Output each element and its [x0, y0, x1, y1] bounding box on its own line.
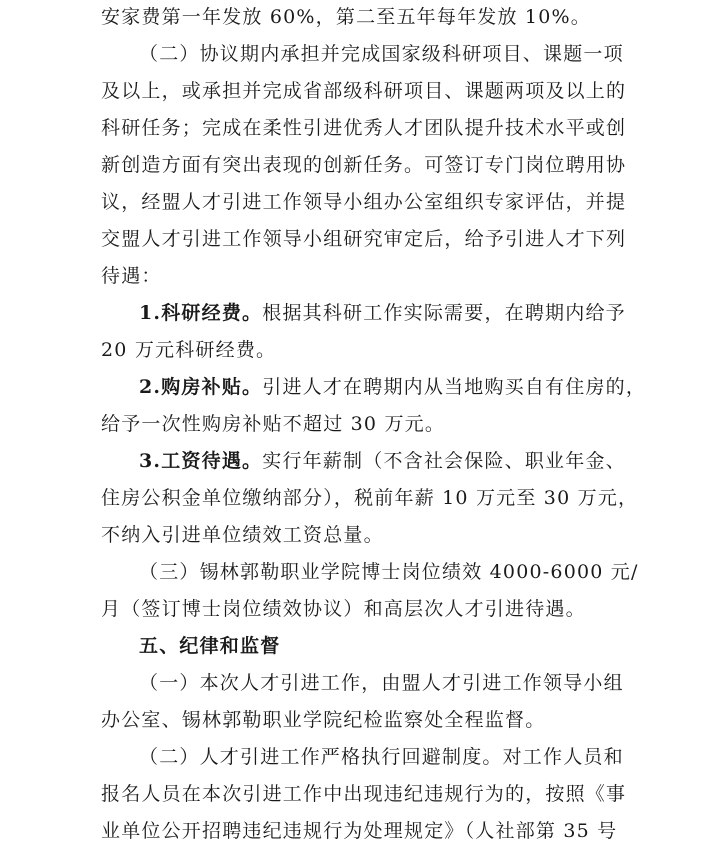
- salary-line: [139, 448, 626, 474]
- text-line: 20 万元科研经费。: [101, 339, 277, 361]
- housing-subsidy-label: 2.购房补贴。: [139, 376, 263, 398]
- text-line: （三）锡林郭勒职业学院博士岗位绩效 4000-6000 元/: [139, 561, 639, 583]
- text-line: 给予一次性购房补贴不超过 30 万元。: [101, 413, 446, 435]
- salary-text: 实行年薪制（不含社会保险、职业年金、: [262, 450, 626, 472]
- research-funds-line: [139, 300, 626, 326]
- text-line: 新创造方面有突出表现的创新任务。可签订专门岗位聘用协: [101, 154, 627, 176]
- text-line: 业单位公开招聘违纪违规行为处理规定》（人社部第 35 号: [101, 820, 618, 842]
- housing-subsidy-text: 引进人才在聘期内从当地购买自有住房的，: [262, 376, 647, 398]
- text-line: 科研任务；完成在柔性引进优秀人才团队提升技术水平或创: [101, 117, 627, 139]
- text-line: 办公室、锡林郭勒职业学院纪检监察处全程监督。: [101, 709, 546, 731]
- text-line: 及以上，或承担并完成省部级科研项目、课题两项及以上的: [101, 80, 627, 102]
- text-line: 不纳入引进单位绩效工资总量。: [101, 524, 384, 546]
- text-line: 待遇：: [101, 265, 162, 287]
- text-line: 住房公积金单位缴纳部分），税前年薪 10 万元至 30 万元，: [101, 487, 639, 509]
- text-line: 议，经盟人才引进工作领导小组办公室组织专家评估，并提: [101, 191, 627, 213]
- salary-label: 3.工资待遇。: [139, 450, 263, 472]
- text-line: （二）人才引进工作严格执行回避制度。对工作人员和: [139, 746, 624, 768]
- housing-subsidy-line: [139, 374, 646, 400]
- text-line: 交盟人才引进工作领导小组研究审定后，给予引进人才下列: [101, 228, 627, 250]
- text-line: 安家费第一年发放 60%，第二至五年每年发放 10%。: [101, 6, 591, 28]
- text-line: 月（签订博士岗位绩效协议）和高层次人才引进待遇。: [101, 598, 586, 620]
- research-funds-label: 1.科研经费。: [139, 302, 263, 324]
- text-line: （一）本次人才引进工作，由盟人才引进工作领导小组: [139, 672, 624, 694]
- text-line: （二）协议期内承担并完成国家级科研项目、课题一项: [139, 43, 624, 65]
- text-line: 报名人员在本次引进工作中出现违纪违规行为的，按照《事: [101, 783, 627, 805]
- section-heading: 五、纪律和监督: [139, 635, 281, 657]
- research-funds-text: 根据其科研工作实际需要，在聘期内给予: [262, 302, 626, 324]
